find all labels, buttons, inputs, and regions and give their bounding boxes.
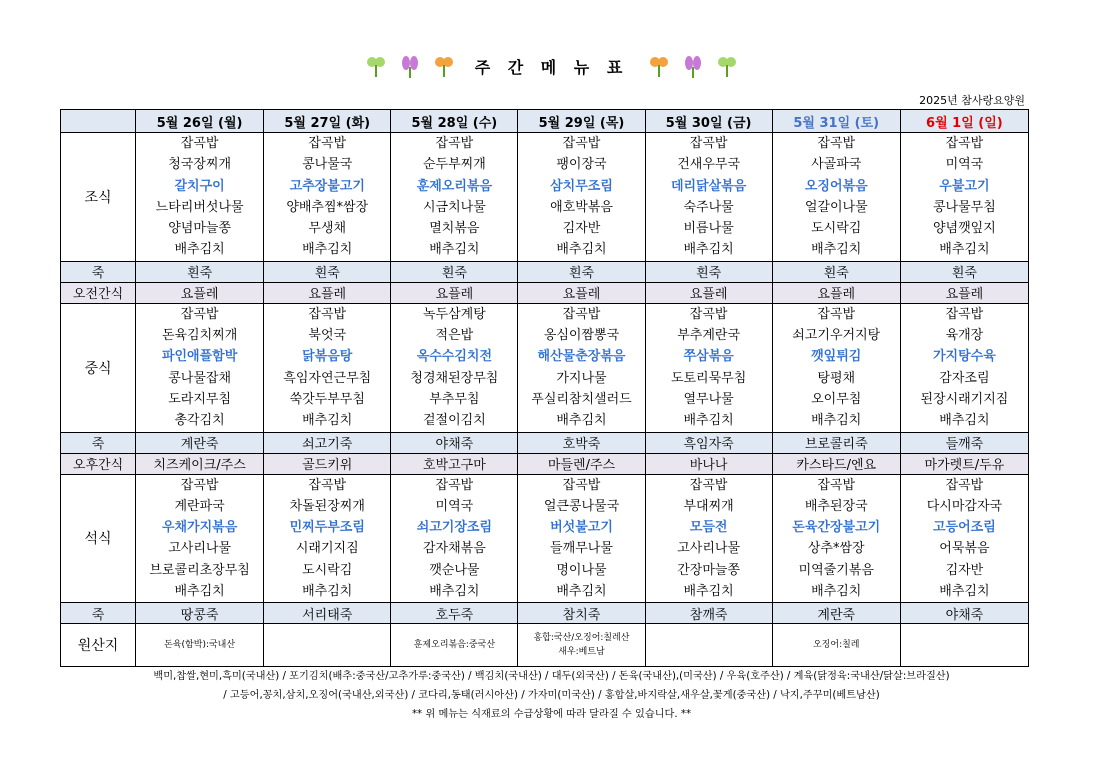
menu-item: 오이무침 <box>811 391 862 407</box>
menu-item: 청국장찌개 <box>168 157 232 173</box>
menu-item: 잡곡밥 <box>945 136 984 151</box>
menu-item: 돈육간장불고기 <box>792 520 881 536</box>
day-header: 5월 30일 (금) <box>645 110 772 133</box>
menu-item: 잡곡밥 <box>308 136 347 151</box>
menu-item: 모듬전 <box>689 520 728 536</box>
menu-item: 배추김치 <box>429 242 480 258</box>
lunch-row <box>61 303 1029 432</box>
menu-item: 미역국 <box>435 498 474 514</box>
menu-item: 느타리버섯나물 <box>155 199 244 215</box>
menu-item: 해산물춘장볶음 <box>537 349 626 365</box>
menu-item: 푸실리참치샐러드 <box>531 391 632 407</box>
meal-label-porridge: 죽 <box>61 432 136 453</box>
breakfast-porridge-cell: 흰죽 <box>391 261 518 282</box>
day-header: 5월 28일 (수) <box>391 110 518 133</box>
organization-label: 2025년 참사랑요양원 <box>919 94 1025 107</box>
menu-item: 계란파국 <box>174 498 225 514</box>
menu-item: 열무나물 <box>683 391 734 407</box>
meal-label-am-snack: 오전간식 <box>61 282 136 303</box>
lunch-porridge-cell: 야채죽 <box>391 432 518 453</box>
menu-item: 쭈삼볶음 <box>683 349 734 365</box>
menu-item: 잡곡밥 <box>689 136 728 151</box>
menu-item: 부추계란국 <box>677 328 741 344</box>
menu-item: 상추*쌈장 <box>807 541 865 557</box>
menu-item: 배추김치 <box>811 584 862 600</box>
menu-item: 청경채된장무침 <box>410 370 499 386</box>
menu-item: 도라지무침 <box>168 391 232 407</box>
lunch-porridge-cell: 호박죽 <box>518 432 645 453</box>
menu-item: 배추김치 <box>939 584 990 600</box>
menu-item: 배추김치 <box>811 242 862 258</box>
note-line: 백미,찹쌀,현미,흑미(국내산) / 포기김치(배추:중국산/고추가루:중국산) / 백김치(국내산) / 대두(외국산) / 돈육(국내산),(미국산) / 우육(호주산) / 계육(닭정육:국내산/닭살:브라질산) <box>153 671 950 682</box>
breakfast-cell <box>900 133 1028 262</box>
lunch-porridge-cell: 브로콜리죽 <box>772 432 900 453</box>
weekly-menu-table <box>60 109 1029 667</box>
menu-item: 잡곡밥 <box>435 477 474 493</box>
lunch-porridge-cell: 계란죽 <box>136 432 264 453</box>
menu-item: 양념깻잎지 <box>933 221 996 237</box>
origin-row <box>61 624 1029 667</box>
am-snack-cell: 요플레 <box>136 282 264 303</box>
breakfast-porridge-cell: 흰죽 <box>518 261 645 282</box>
menu-item: 사골파국 <box>811 157 862 173</box>
flower-icon <box>680 53 706 79</box>
menu-item: 잡곡밥 <box>435 136 474 151</box>
menu-item: 미역국 <box>945 157 984 173</box>
lunch-cell <box>772 303 900 432</box>
menu-item: 잡곡밥 <box>689 477 728 493</box>
dinner-porridge-cell: 호두죽 <box>391 603 518 624</box>
breakfast-porridge-row <box>61 261 1029 282</box>
menu-item: 우불고기 <box>939 178 990 194</box>
am-snack-cell: 요플레 <box>772 282 900 303</box>
menu-item: 미역줄기볶음 <box>798 562 874 578</box>
menu-item: 잡곡밥 <box>689 306 728 322</box>
menu-item: 북엇국 <box>308 328 347 344</box>
pm-snack-cell: 마가렛트/두유 <box>900 453 1028 474</box>
breakfast-porridge-cell: 흰죽 <box>136 261 264 282</box>
menu-item: 배추김치 <box>939 413 990 429</box>
menu-item: 훈제오리볶음 <box>416 178 493 194</box>
dinner-cell <box>900 474 1028 603</box>
menu-item: 도토리묵무침 <box>670 370 747 386</box>
menu-item: 깻잎튀김 <box>811 349 862 365</box>
dinner-cell <box>391 474 518 603</box>
menu-item: 얼큰콩나물국 <box>543 498 620 514</box>
lunch-cell <box>264 303 391 432</box>
menu-item: 감자조림 <box>939 370 990 386</box>
menu-item: 도시락김 <box>811 221 862 237</box>
origin-cell <box>391 624 518 667</box>
menu-item: 고사리나물 <box>677 541 741 557</box>
meal-label-origin: 원산지 <box>61 624 136 667</box>
am-snack-cell: 요플레 <box>518 282 645 303</box>
dinner-cell <box>136 474 264 603</box>
dinner-porridge-cell: 참깨죽 <box>645 603 772 624</box>
menu-item: 배추김치 <box>556 584 607 600</box>
menu-item: 잡곡밥 <box>180 306 219 322</box>
dinner-cell <box>518 474 645 603</box>
breakfast-cell <box>391 133 518 262</box>
lunch-cell <box>391 303 518 432</box>
meal-label-pm-snack: 오후간식 <box>61 453 136 474</box>
dinner-porridge-cell: 땅콩죽 <box>136 603 264 624</box>
day-header: 5월 26일 (월) <box>136 110 264 133</box>
dinner-porridge-cell: 계란죽 <box>772 603 900 624</box>
breakfast-cell <box>136 133 264 262</box>
page-title: 주 간 메 뉴 표 <box>474 57 629 77</box>
menu-item: 간장마늘쫑 <box>677 562 741 578</box>
menu-item: 고사리나물 <box>168 541 232 557</box>
menu-item: 잡곡밥 <box>562 306 601 322</box>
title-row <box>0 48 1103 84</box>
menu-item: 시래기지짐 <box>295 541 359 557</box>
origin-cell <box>645 624 772 667</box>
menu-item: 명이나물 <box>556 562 607 578</box>
menu-item: 갈치구이 <box>174 178 225 194</box>
menu-item: 배추김치 <box>683 584 734 600</box>
dinner-porridge-cell: 참치죽 <box>518 603 645 624</box>
lunch-porridge-cell: 들깨죽 <box>900 432 1028 453</box>
menu-item: 데리닭살볶음 <box>670 178 747 194</box>
dinner-cell <box>645 474 772 603</box>
menu-item: 잡곡밥 <box>562 477 601 493</box>
menu-item: 콩나물국 <box>302 157 353 173</box>
dinner-cell <box>264 474 391 603</box>
day-header-saturday: 5월 31일 (토) <box>772 110 900 133</box>
menu-item: 배추김치 <box>811 413 862 429</box>
menu-item: 배추김치 <box>556 242 607 258</box>
menu-item: 브로콜리초장무침 <box>149 562 250 578</box>
menu-item: 들깨무나물 <box>550 541 613 557</box>
menu-item: 된장시래기지짐 <box>920 391 1009 407</box>
am-snack-cell: 요플레 <box>645 282 772 303</box>
flower-icon <box>363 53 389 79</box>
lunch-porridge-cell: 쇠고기죽 <box>264 432 391 453</box>
menu-item: 도시락김 <box>302 562 353 578</box>
menu-item: 다시마감자국 <box>926 498 1003 514</box>
note-line: ** 위 메뉴는 식재료의 수급상황에 따라 달라질 수 있습니다. ** <box>411 709 692 720</box>
flower-icon <box>397 53 423 79</box>
menu-item: 순두부찌개 <box>422 157 486 173</box>
meal-label-lunch: 중식 <box>61 303 136 432</box>
menu-item: 배추김치 <box>174 584 225 600</box>
menu-item: 겉절이김치 <box>422 413 486 429</box>
menu-item: 부대찌개 <box>683 498 734 514</box>
menu-item: 잡곡밥 <box>945 477 984 493</box>
menu-item: 배추김치 <box>302 413 353 429</box>
breakfast-porridge-cell: 흰죽 <box>645 261 772 282</box>
dinner-porridge-cell: 서리태죽 <box>264 603 391 624</box>
meal-label-breakfast: 조식 <box>61 133 136 262</box>
menu-item: 버섯불고기 <box>550 520 613 536</box>
breakfast-cell <box>264 133 391 262</box>
menu-item: 배추김치 <box>683 242 734 258</box>
menu-item: 홍합:국산/오징어:칠레산 <box>533 633 630 644</box>
breakfast-cell <box>772 133 900 262</box>
menu-item: 총각김치 <box>174 413 225 429</box>
dinner-porridge-row <box>61 603 1029 624</box>
menu-item: 돈육김치찌개 <box>161 328 238 344</box>
menu-item: 쑥갓두부무침 <box>289 391 365 407</box>
menu-item: 탕평채 <box>817 370 856 386</box>
menu-item: 가지나물 <box>556 370 607 386</box>
menu-item: 우채가지볶음 <box>161 520 238 536</box>
lunch-porridge-row <box>61 432 1029 453</box>
menu-item: 건새우무국 <box>677 157 741 173</box>
pm-snack-row <box>61 453 1029 474</box>
pm-snack-cell: 호박고구마 <box>391 453 518 474</box>
menu-item: 숙주나물 <box>683 199 734 215</box>
origin-cell <box>518 624 645 667</box>
pm-snack-cell: 카스타드/엔요 <box>772 453 900 474</box>
flower-icon <box>431 53 457 79</box>
am-snack-cell: 요플레 <box>264 282 391 303</box>
menu-item: 잡곡밥 <box>817 477 856 493</box>
menu-item: 오징어볶음 <box>804 178 868 194</box>
pm-snack-cell: 바나나 <box>645 453 772 474</box>
menu-item: 감자채볶음 <box>422 541 486 557</box>
header-corner <box>61 110 136 133</box>
origin-cell <box>900 624 1028 667</box>
breakfast-porridge-cell: 흰죽 <box>772 261 900 282</box>
breakfast-cell <box>645 133 772 262</box>
day-header-sunday: 6월 1일 (일) <box>900 110 1028 133</box>
breakfast-row <box>61 133 1029 262</box>
menu-item: 팽이장국 <box>556 157 607 173</box>
menu-item: 잡곡밥 <box>180 136 219 151</box>
pm-snack-cell: 마들렌/주스 <box>518 453 645 474</box>
menu-item: 잡곡밥 <box>562 136 601 151</box>
menu-item: 비름나물 <box>683 221 734 237</box>
menu-item: 잡곡밥 <box>817 136 856 151</box>
dinner-porridge-cell: 야채죽 <box>900 603 1028 624</box>
dinner-row <box>61 474 1029 603</box>
menu-item: 무생채 <box>308 221 347 237</box>
meal-label-porridge: 죽 <box>61 261 136 282</box>
menu-item: 쇠고기장조림 <box>416 520 493 536</box>
notes <box>0 667 1103 724</box>
meal-label-porridge: 죽 <box>61 603 136 624</box>
menu-item: 고추장불고기 <box>289 178 365 194</box>
am-snack-cell: 요플레 <box>900 282 1028 303</box>
menu-item: 육개장 <box>945 328 984 344</box>
pm-snack-cell: 골드키위 <box>264 453 391 474</box>
menu-item: 새우:베트남 <box>558 647 605 658</box>
lunch-porridge-cell: 흑임자죽 <box>645 432 772 453</box>
menu-item: 훈제오리볶음:중국산 <box>413 640 496 651</box>
breakfast-cell <box>518 133 645 262</box>
origin-cell <box>136 624 264 667</box>
menu-item: 부추무침 <box>429 391 480 407</box>
breakfast-porridge-cell: 흰죽 <box>900 261 1028 282</box>
menu-item: 녹두삼계탕 <box>422 306 486 322</box>
origin-cell <box>772 624 900 667</box>
menu-item: 배추김치 <box>683 413 734 429</box>
flower-icon <box>714 53 740 79</box>
menu-item: 콩나물잡채 <box>168 370 232 386</box>
menu-item: 옹심이짬뽕국 <box>543 328 620 344</box>
lunch-cell <box>136 303 264 432</box>
menu-item: 배추김치 <box>556 413 607 429</box>
menu-item: 멸치볶음 <box>429 221 480 237</box>
meal-label-dinner: 석식 <box>61 474 136 603</box>
note-line: / 고등어,꽁치,삼치,오징어(국내산,외국산) / 코다리,동태(러시아산) / 가자미(미국산) / 홍합살,바지락살,새우살,꽃게(중국산) / 낙지,주꾸미(베트남산) <box>223 690 880 701</box>
menu-item: 잡곡밥 <box>180 477 219 493</box>
menu-item: 배추김치 <box>302 242 353 258</box>
menu-item: 잡곡밥 <box>308 306 347 322</box>
menu-item: 김자반 <box>562 221 601 237</box>
menu-item: 차돌된장찌개 <box>289 498 365 514</box>
menu-item: 고등어조림 <box>933 520 996 536</box>
menu-item: 배추김치 <box>939 242 990 258</box>
menu-item: 배추김치 <box>302 584 353 600</box>
menu-item: 시금치나물 <box>422 199 486 215</box>
menu-item: 어묵볶음 <box>939 541 990 557</box>
menu-item: 가지탕수육 <box>933 349 996 365</box>
menu-item: 양배추찜*쌈장 <box>286 199 369 215</box>
menu-item: 돈육(함박):국내산 <box>164 640 236 651</box>
menu-item: 김자반 <box>945 562 984 578</box>
menu-item: 애호박볶음 <box>550 199 613 215</box>
menu-item: 잡곡밥 <box>308 477 347 493</box>
flower-icon <box>646 53 672 79</box>
menu-item: 옥수수김치전 <box>416 349 493 365</box>
am-snack-cell: 요플레 <box>391 282 518 303</box>
header-row <box>61 110 1029 133</box>
menu-item: 닭볶음탕 <box>302 349 353 365</box>
menu-item: 잡곡밥 <box>945 306 984 322</box>
day-header: 5월 29일 (목) <box>518 110 645 133</box>
menu-item: 쇠고기우거지탕 <box>792 328 881 344</box>
breakfast-porridge-cell: 흰죽 <box>264 261 391 282</box>
am-snack-row <box>61 282 1029 303</box>
dinner-cell <box>772 474 900 603</box>
lunch-cell <box>645 303 772 432</box>
lunch-cell <box>900 303 1028 432</box>
menu-item: 파인애플함박 <box>161 349 238 365</box>
menu-item: 적은밥 <box>435 328 474 344</box>
day-header: 5월 27일 (화) <box>264 110 391 133</box>
pm-snack-cell: 치즈케이크/주스 <box>136 453 264 474</box>
menu-item: 배추김치 <box>174 242 225 258</box>
origin-cell <box>264 624 391 667</box>
menu-item: 깻순나물 <box>429 562 480 578</box>
menu-item: 흑임자연근무침 <box>283 370 372 386</box>
menu-item: 콩나물무침 <box>933 199 996 215</box>
menu-item: 배추된장국 <box>804 498 868 514</box>
menu-item: 잡곡밥 <box>817 306 856 322</box>
menu-item: 오징어:칠레 <box>812 640 860 651</box>
lunch-cell <box>518 303 645 432</box>
menu-item: 얼갈이나물 <box>804 199 868 215</box>
menu-item: 민찌두부조림 <box>289 520 365 536</box>
menu-item: 양념마늘쫑 <box>168 221 232 237</box>
menu-item: 배추김치 <box>429 584 480 600</box>
menu-item: 삼치무조림 <box>550 178 613 194</box>
